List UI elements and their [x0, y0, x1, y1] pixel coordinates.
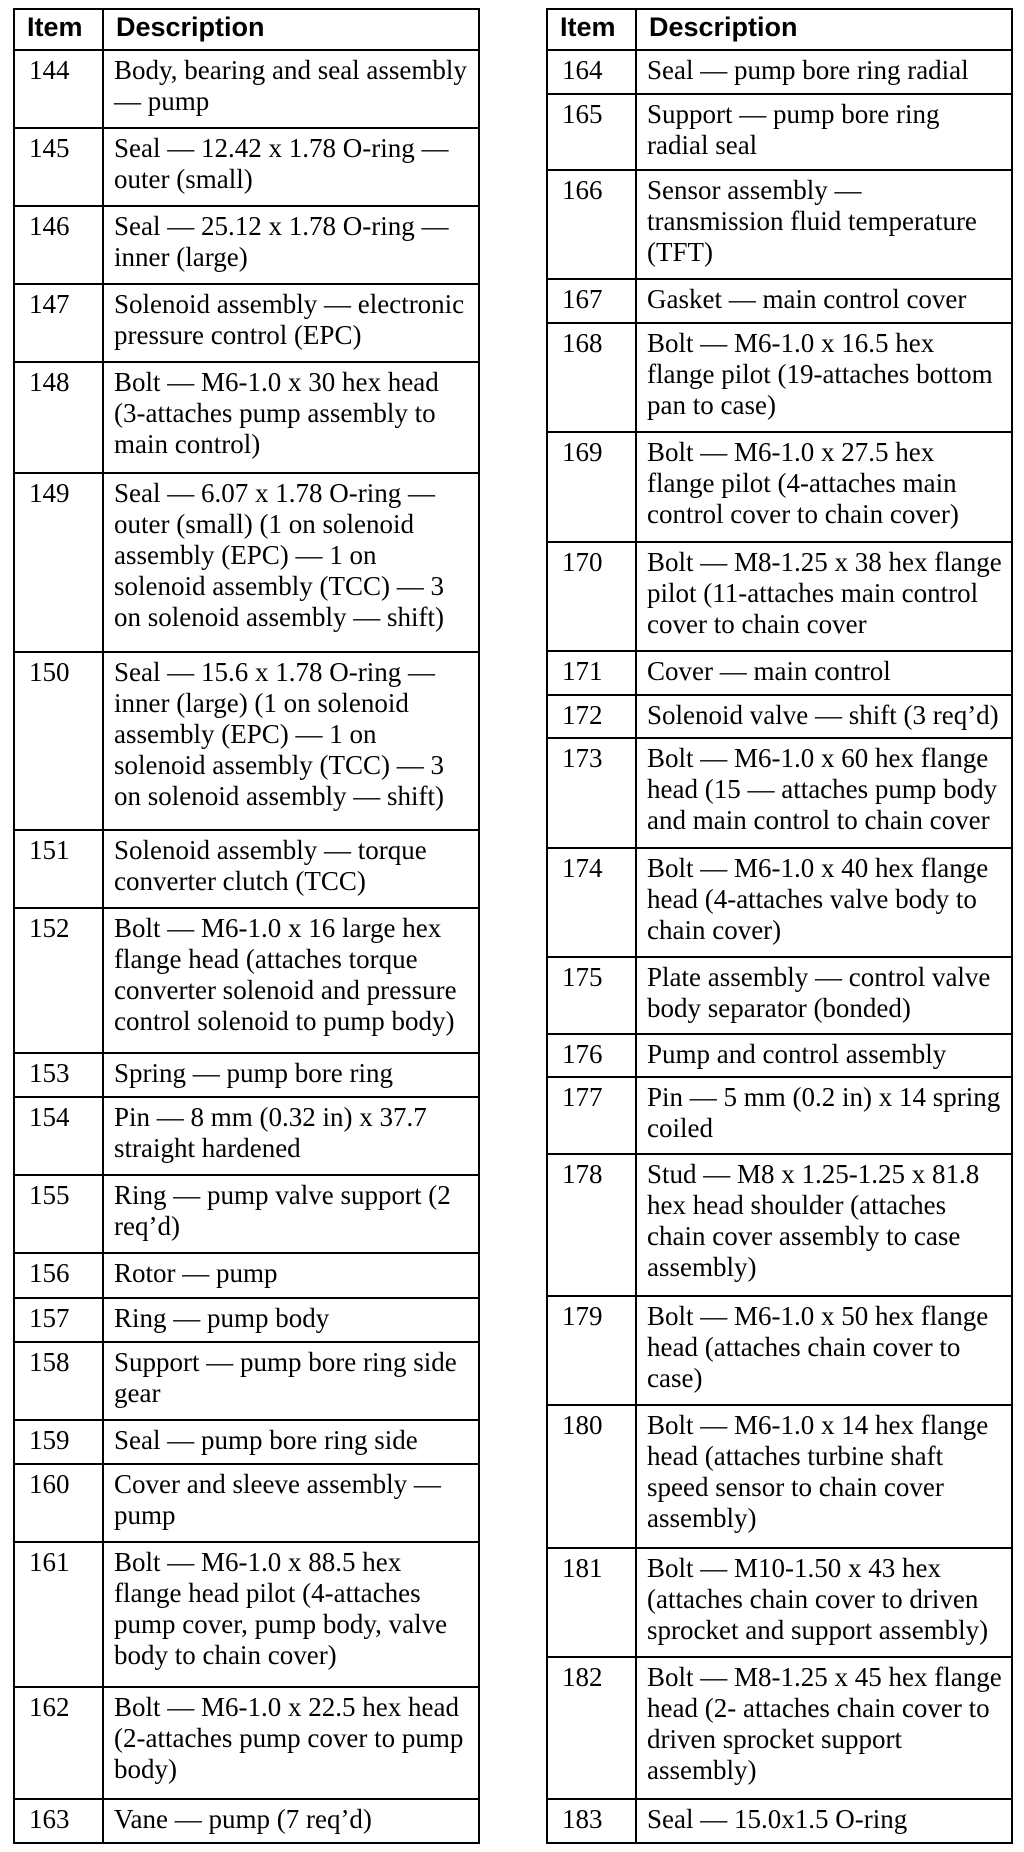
item-number: 183 — [547, 1799, 636, 1843]
table-row — [547, 1034, 1012, 1078]
table-header-row — [14, 9, 479, 50]
item-column-header: Item — [14, 9, 103, 50]
table-header-row — [547, 9, 1012, 50]
table-row — [14, 1175, 479, 1253]
item-description: Seal — 6.07 x 1.78 O-ring — outer (small) (1 on solenoid assembly (EPC) — 1 on solenoid assembly (TCC) — 3 on solenoid assembly — shift) — [103, 473, 479, 652]
item-number: 166 — [547, 170, 636, 279]
item-description: Bolt — M8-1.25 x 45 hex flange head (2- attaches chain cover to driven sprocket support assembly) — [636, 1657, 1012, 1799]
item-description: Solenoid assembly — torque converter clutch (TCC) — [103, 830, 479, 908]
item-column-header: Item — [547, 9, 636, 50]
item-description: Bolt — M6-1.0 x 16 large hex flange head (attaches torque converter solenoid and pressure control solenoid to pump body) — [103, 908, 479, 1053]
table-row — [547, 695, 1012, 739]
item-description: Bolt — M6-1.0 x 27.5 hex flange pilot (4-attaches main control cover to chain cover) — [636, 432, 1012, 541]
item-description: Body, bearing and seal assembly — pump — [103, 50, 479, 128]
item-description: Bolt — M6-1.0 x 22.5 hex head (2-attaches pump cover to pump body) — [103, 1687, 479, 1798]
table-row — [14, 1342, 479, 1420]
item-number: 146 — [14, 206, 103, 284]
table-row — [547, 94, 1012, 170]
item-description: Seal — pump bore ring side — [103, 1420, 479, 1464]
item-description: Seal — 15.0x1.5 O-ring — [636, 1799, 1012, 1843]
item-description: Bolt — M8-1.25 x 38 hex flange pilot (11-attaches main control cover to chain cover — [636, 542, 1012, 651]
item-description: Bolt — M6-1.0 x 16.5 hex flange pilot (19-attaches bottom pan to case) — [636, 323, 1012, 432]
item-description: Seal — 25.12 x 1.78 O-ring — inner (large) — [103, 206, 479, 284]
table-row — [14, 1687, 479, 1798]
table-row — [14, 1464, 479, 1542]
table-row — [14, 128, 479, 206]
item-description: Bolt — M6-1.0 x 50 hex flange head (attaches chain cover to case) — [636, 1296, 1012, 1405]
table-row — [14, 830, 479, 908]
table-row — [547, 1548, 1012, 1657]
item-number: 162 — [14, 1687, 103, 1798]
item-description: Pump and control assembly — [636, 1034, 1012, 1078]
item-description: Solenoid assembly — electronic pressure control (EPC) — [103, 284, 479, 362]
table-row — [547, 1799, 1012, 1843]
table-row — [547, 1405, 1012, 1547]
item-number: 180 — [547, 1405, 636, 1547]
parts-table-left-body — [14, 50, 479, 1843]
item-number: 182 — [547, 1657, 636, 1799]
table-row — [547, 323, 1012, 432]
table-row — [14, 1542, 479, 1687]
item-number: 178 — [547, 1154, 636, 1296]
item-number: 175 — [547, 957, 636, 1033]
table-row — [14, 1053, 479, 1097]
item-number: 158 — [14, 1342, 103, 1420]
item-description: Bolt — M6-1.0 x 88.5 hex flange head pilot (4-attaches pump cover, pump body, valve body to chain cover) — [103, 1542, 479, 1687]
table-row — [547, 279, 1012, 323]
table-row — [547, 1154, 1012, 1296]
item-description: Sensor assembly — transmission fluid temperature (TFT) — [636, 170, 1012, 279]
item-number: 167 — [547, 279, 636, 323]
item-description: Gasket — main control cover — [636, 279, 1012, 323]
item-number: 147 — [14, 284, 103, 362]
table-row — [14, 206, 479, 284]
item-description: Plate assembly — control valve body separator (bonded) — [636, 957, 1012, 1033]
item-number: 155 — [14, 1175, 103, 1253]
table-row — [14, 1298, 479, 1342]
item-number: 164 — [547, 50, 636, 94]
item-number: 168 — [547, 323, 636, 432]
item-number: 169 — [547, 432, 636, 541]
item-description: Bolt — M6-1.0 x 60 hex flange head (15 — attaches pump body and main control to chain cover — [636, 738, 1012, 847]
item-number: 179 — [547, 1296, 636, 1405]
item-number: 159 — [14, 1420, 103, 1464]
table-row — [547, 1296, 1012, 1405]
item-description: Stud — M8 x 1.25-1.25 x 81.8 hex head shoulder (attaches chain cover assembly to case assembly) — [636, 1154, 1012, 1296]
item-description: Pin — 5 mm (0.2 in) x 14 spring coiled — [636, 1077, 1012, 1153]
table-row — [547, 738, 1012, 847]
item-number: 145 — [14, 128, 103, 206]
item-description: Pin — 8 mm (0.32 in) x 37.7 straight hardened — [103, 1097, 479, 1175]
item-number: 171 — [547, 651, 636, 695]
item-description: Spring — pump bore ring — [103, 1053, 479, 1097]
item-number: 181 — [547, 1548, 636, 1657]
item-description: Cover — main control — [636, 651, 1012, 695]
item-number: 170 — [547, 542, 636, 651]
parts-table-right-body — [547, 50, 1012, 1843]
item-description: Bolt — M6-1.0 x 40 hex flange head (4-attaches valve body to chain cover) — [636, 848, 1012, 957]
item-number: 172 — [547, 695, 636, 739]
item-number: 144 — [14, 50, 103, 128]
item-number: 154 — [14, 1097, 103, 1175]
table-row — [14, 1420, 479, 1464]
item-number: 149 — [14, 473, 103, 652]
parts-table-left — [13, 8, 480, 1844]
item-number: 177 — [547, 1077, 636, 1153]
table-row — [547, 1657, 1012, 1799]
item-description: Seal — 12.42 x 1.78 O-ring — outer (small) — [103, 128, 479, 206]
item-description: Ring — pump valve support (2 req’d) — [103, 1175, 479, 1253]
item-description: Ring — pump body — [103, 1298, 479, 1342]
table-row — [14, 908, 479, 1053]
item-number: 173 — [547, 738, 636, 847]
item-number: 152 — [14, 908, 103, 1053]
item-number: 150 — [14, 652, 103, 831]
item-description: Bolt — M6-1.0 x 14 hex flange head (attaches turbine shaft speed sensor to chain cover assembly) — [636, 1405, 1012, 1547]
description-column-header: Description — [103, 9, 479, 50]
item-number: 165 — [547, 94, 636, 170]
table-row — [547, 651, 1012, 695]
item-number: 174 — [547, 848, 636, 957]
table-row — [14, 1097, 479, 1175]
table-row — [547, 50, 1012, 94]
table-row — [14, 362, 479, 473]
table-row — [14, 1799, 479, 1843]
item-number: 153 — [14, 1053, 103, 1097]
table-row — [547, 542, 1012, 651]
item-description: Support — pump bore ring side gear — [103, 1342, 479, 1420]
item-number: 148 — [14, 362, 103, 473]
table-row — [14, 652, 479, 831]
table-row — [547, 170, 1012, 279]
item-description: Vane — pump (7 req’d) — [103, 1799, 479, 1843]
table-row — [14, 50, 479, 128]
item-description: Bolt — M10-1.50 x 43 hex (attaches chain cover to driven sprocket and support assembly) — [636, 1548, 1012, 1657]
description-column-header: Description — [636, 9, 1012, 50]
parts-table-right — [546, 8, 1013, 1844]
item-description: Solenoid valve — shift (3 req’d) — [636, 695, 1012, 739]
item-number: 163 — [14, 1799, 103, 1843]
item-number: 161 — [14, 1542, 103, 1687]
item-number: 151 — [14, 830, 103, 908]
table-row — [14, 284, 479, 362]
table-row — [547, 848, 1012, 957]
item-description: Bolt — M6-1.0 x 30 hex head (3-attaches pump assembly to main control) — [103, 362, 479, 473]
item-number: 156 — [14, 1253, 103, 1297]
item-description: Rotor — pump — [103, 1253, 479, 1297]
table-row — [547, 432, 1012, 541]
table-row — [547, 1077, 1012, 1153]
table-row — [547, 957, 1012, 1033]
table-row — [14, 473, 479, 652]
item-number: 157 — [14, 1298, 103, 1342]
item-description: Seal — 15.6 x 1.78 O-ring — inner (large) (1 on solenoid assembly (EPC) — 1 on solenoid assembly (TCC) — 3 on solenoid assembly — shift) — [103, 652, 479, 831]
item-description: Seal — pump bore ring radial — [636, 50, 1012, 94]
item-number: 176 — [547, 1034, 636, 1078]
item-description: Support — pump bore ring radial seal — [636, 94, 1012, 170]
table-row — [14, 1253, 479, 1297]
item-description: Cover and sleeve assembly — pump — [103, 1464, 479, 1542]
item-number: 160 — [14, 1464, 103, 1542]
